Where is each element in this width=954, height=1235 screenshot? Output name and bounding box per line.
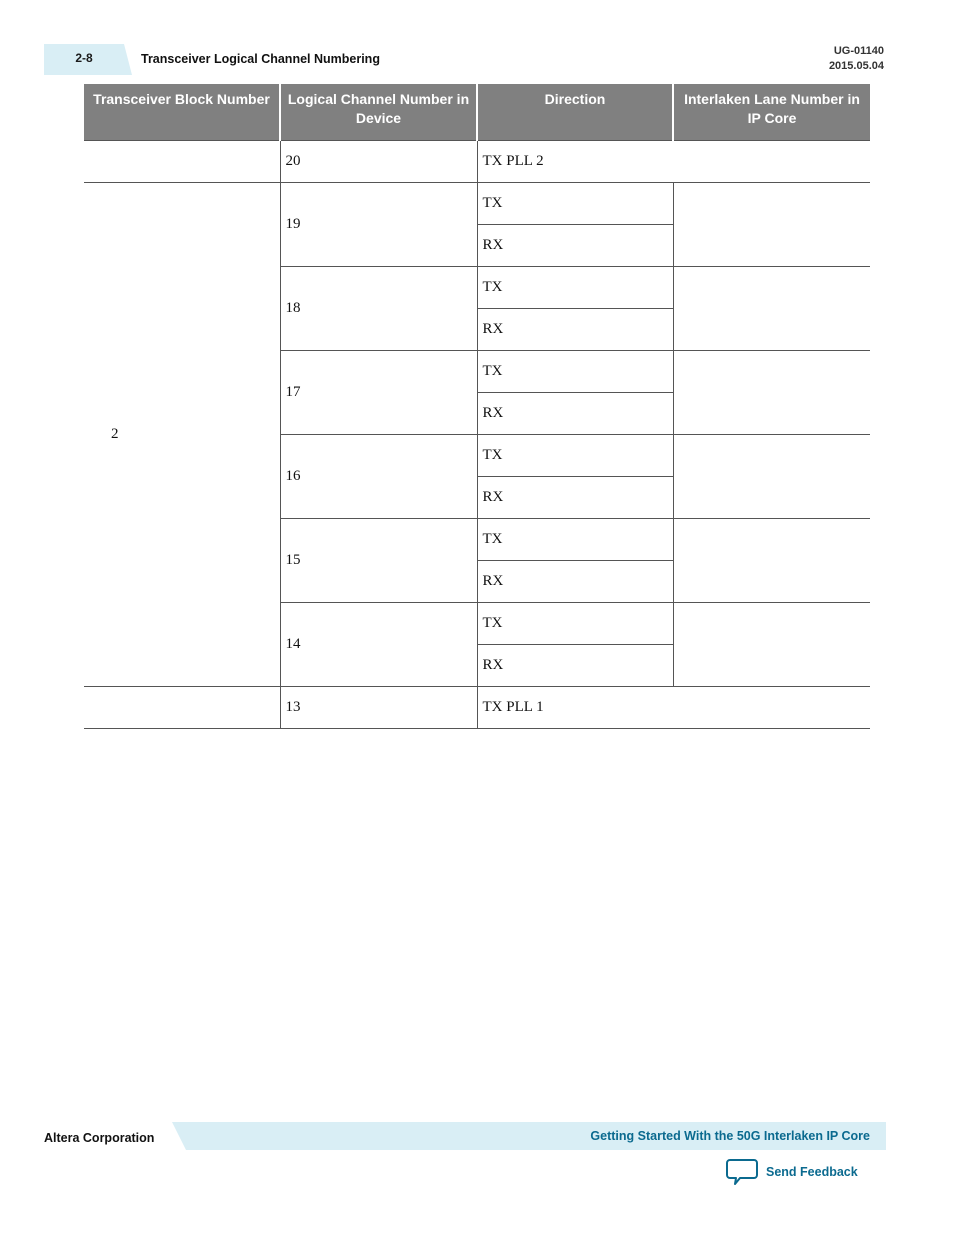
table-header-row <box>84 84 870 140</box>
send-feedback-link[interactable] <box>726 1158 858 1186</box>
direction-rx-cell: RX <box>477 560 673 602</box>
table-row-pll-top <box>84 140 870 182</box>
direction-rx-cell: RX <box>477 308 673 350</box>
block-cell <box>84 686 280 728</box>
column-header-direction: Direction <box>477 84 673 140</box>
direction-rx-cell: RX <box>477 224 673 266</box>
channel-cell: 19 <box>280 182 477 266</box>
column-header-block: Transceiver Block Number <box>84 84 280 140</box>
direction-tx-cell: TX <box>477 182 673 224</box>
direction-tx-cell: TX <box>477 518 673 560</box>
direction-tx-cell: TX <box>477 350 673 392</box>
document-id: UG-01140 <box>833 45 884 57</box>
block-number-cell: 2 <box>84 182 280 686</box>
direction-cell: TX PLL 1 <box>477 686 870 728</box>
table-row <box>84 182 870 224</box>
direction-rx-cell: RX <box>477 476 673 518</box>
direction-tx-cell: TX <box>477 266 673 308</box>
direction-tx-cell: TX <box>477 602 673 644</box>
lane-cell <box>673 182 870 266</box>
lane-cell <box>673 350 870 434</box>
speech-bubble-icon <box>726 1158 758 1186</box>
table-row-pll-bottom <box>84 686 870 728</box>
column-header-lane: Interlaken Lane Number in IP Core <box>673 84 870 140</box>
direction-rx-cell: RX <box>477 644 673 686</box>
direction-tx-cell: TX <box>477 434 673 476</box>
lane-cell <box>673 434 870 518</box>
document-date: 2015.05.04 <box>828 60 884 72</box>
channel-cell: 18 <box>280 266 477 350</box>
document-meta <box>829 44 884 74</box>
footer-company: Altera Corporation <box>44 1131 155 1145</box>
lane-cell <box>673 518 870 602</box>
footer-document-title[interactable]: Getting Started With the 50G Interlaken IP Core <box>590 1129 870 1143</box>
channel-cell: 16 <box>280 434 477 518</box>
channel-cell: 20 <box>280 140 477 182</box>
block-cell <box>84 140 280 182</box>
direction-cell: TX PLL 2 <box>477 140 870 182</box>
direction-rx-cell: RX <box>477 392 673 434</box>
section-title: Transceiver Logical Channel Numbering <box>141 52 380 66</box>
page-number: 2-8 <box>75 51 93 65</box>
channel-numbering-table <box>84 84 870 729</box>
channel-cell: 13 <box>280 686 477 728</box>
send-feedback-label: Send Feedback <box>766 1165 858 1179</box>
column-header-channel: Logical Channel Number in Device <box>280 84 477 140</box>
lane-cell <box>673 602 870 686</box>
channel-cell: 14 <box>280 602 477 686</box>
channel-cell: 17 <box>280 350 477 434</box>
lane-cell <box>673 266 870 350</box>
channel-cell: 15 <box>280 518 477 602</box>
